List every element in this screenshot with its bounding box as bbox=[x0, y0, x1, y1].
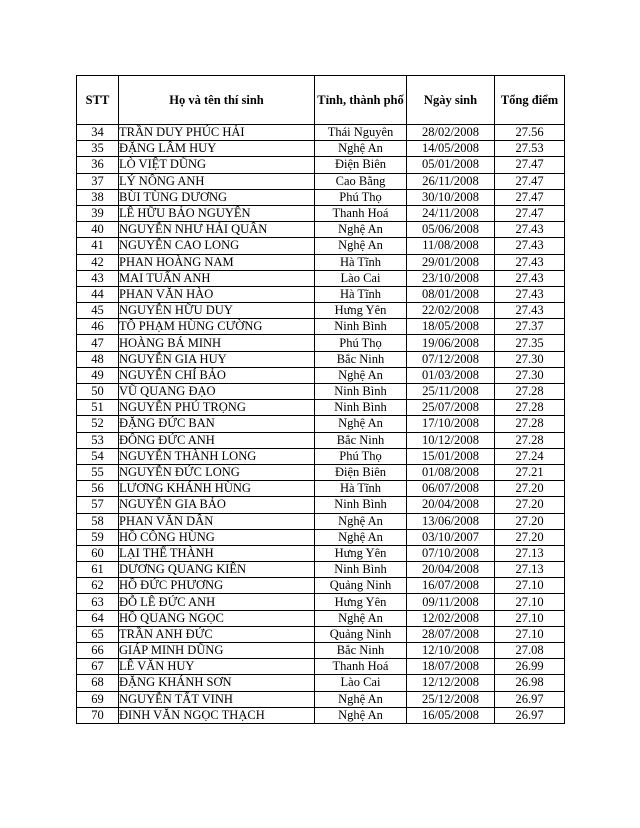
cell-province: Ninh Bình bbox=[315, 319, 407, 335]
table-row bbox=[77, 189, 565, 205]
cell-name: NGUYỄN GIA BẢO bbox=[119, 497, 315, 513]
cell-name: VŨ QUANG ĐẠO bbox=[119, 384, 315, 400]
cell-name: TÔ PHẠM HÙNG CƯỜNG bbox=[119, 319, 315, 335]
cell-stt: 48 bbox=[77, 351, 119, 367]
cell-score: 27.08 bbox=[495, 643, 565, 659]
table-row bbox=[77, 400, 565, 416]
cell-stt: 56 bbox=[77, 481, 119, 497]
cell-dob: 18/07/2008 bbox=[407, 659, 495, 675]
cell-dob: 07/10/2008 bbox=[407, 545, 495, 561]
cell-dob: 11/08/2008 bbox=[407, 238, 495, 254]
cell-name: NGUYỄN NHƯ HẢI QUÂN bbox=[119, 222, 315, 238]
cell-name: BÙI TÙNG DƯƠNG bbox=[119, 189, 315, 205]
cell-dob: 06/07/2008 bbox=[407, 481, 495, 497]
cell-stt: 45 bbox=[77, 303, 119, 319]
cell-dob: 01/08/2008 bbox=[407, 464, 495, 480]
cell-dob: 05/01/2008 bbox=[407, 157, 495, 173]
table-row bbox=[77, 675, 565, 691]
cell-dob: 22/02/2008 bbox=[407, 303, 495, 319]
cell-score: 27.47 bbox=[495, 189, 565, 205]
cell-stt: 66 bbox=[77, 643, 119, 659]
cell-score: 27.43 bbox=[495, 270, 565, 286]
cell-score: 27.28 bbox=[495, 416, 565, 432]
cell-dob: 26/11/2008 bbox=[407, 173, 495, 189]
cell-province: Nghệ An bbox=[315, 222, 407, 238]
cell-province: Nghệ An bbox=[315, 238, 407, 254]
cell-stt: 53 bbox=[77, 432, 119, 448]
cell-dob: 24/11/2008 bbox=[407, 205, 495, 221]
cell-score: 27.10 bbox=[495, 594, 565, 610]
cell-name: ĐẶNG KHÁNH SƠN bbox=[119, 675, 315, 691]
cell-score: 27.28 bbox=[495, 384, 565, 400]
cell-name: LÒ VIỆT DŨNG bbox=[119, 157, 315, 173]
header-dob: Ngày sinh bbox=[407, 76, 495, 125]
table-row bbox=[77, 529, 565, 545]
cell-stt: 62 bbox=[77, 578, 119, 594]
cell-province: Phú Thọ bbox=[315, 448, 407, 464]
cell-province: Quảng Ninh bbox=[315, 578, 407, 594]
cell-stt: 63 bbox=[77, 594, 119, 610]
cell-name: NGUYỄN HỮU DUY bbox=[119, 303, 315, 319]
cell-score: 27.10 bbox=[495, 578, 565, 594]
cell-score: 27.56 bbox=[495, 125, 565, 141]
cell-province: Nghệ An bbox=[315, 141, 407, 157]
cell-dob: 05/06/2008 bbox=[407, 222, 495, 238]
table-row bbox=[77, 319, 565, 335]
table-row bbox=[77, 513, 565, 529]
table-row bbox=[77, 205, 565, 221]
cell-province: Hà Tĩnh bbox=[315, 254, 407, 270]
table-row bbox=[77, 707, 565, 723]
cell-dob: 25/07/2008 bbox=[407, 400, 495, 416]
cell-score: 26.97 bbox=[495, 691, 565, 707]
cell-stt: 59 bbox=[77, 529, 119, 545]
table-row bbox=[77, 691, 565, 707]
cell-score: 27.24 bbox=[495, 448, 565, 464]
cell-province: Ninh Bình bbox=[315, 497, 407, 513]
cell-dob: 15/01/2008 bbox=[407, 448, 495, 464]
cell-stt: 38 bbox=[77, 189, 119, 205]
cell-name: PHAN VĂN DÂN bbox=[119, 513, 315, 529]
cell-score: 27.20 bbox=[495, 529, 565, 545]
cell-province: Bắc Ninh bbox=[315, 351, 407, 367]
cell-score: 27.10 bbox=[495, 610, 565, 626]
cell-stt: 64 bbox=[77, 610, 119, 626]
cell-score: 27.43 bbox=[495, 254, 565, 270]
cell-stt: 51 bbox=[77, 400, 119, 416]
header-stt: STT bbox=[77, 76, 119, 125]
cell-name: HỒ ĐỨC PHƯƠNG bbox=[119, 578, 315, 594]
table-row bbox=[77, 335, 565, 351]
header-score: Tổng điểm bbox=[495, 76, 565, 125]
cell-province: Lào Cai bbox=[315, 270, 407, 286]
cell-score: 27.21 bbox=[495, 464, 565, 480]
cell-dob: 18/05/2008 bbox=[407, 319, 495, 335]
header-name: Họ và tên thí sinh bbox=[119, 76, 315, 125]
cell-name: LÝ NÔNG ANH bbox=[119, 173, 315, 189]
cell-score: 27.37 bbox=[495, 319, 565, 335]
cell-stt: 55 bbox=[77, 464, 119, 480]
cell-name: ĐINH VĂN NGỌC THẠCH bbox=[119, 707, 315, 723]
table-row bbox=[77, 432, 565, 448]
cell-province: Quảng Ninh bbox=[315, 626, 407, 642]
cell-name: PHAN VĂN HÀO bbox=[119, 286, 315, 302]
cell-province: Lào Cai bbox=[315, 675, 407, 691]
cell-province: Phú Thọ bbox=[315, 189, 407, 205]
cell-stt: 36 bbox=[77, 157, 119, 173]
cell-stt: 60 bbox=[77, 545, 119, 561]
cell-dob: 12/12/2008 bbox=[407, 675, 495, 691]
cell-stt: 49 bbox=[77, 367, 119, 383]
cell-province: Thanh Hoá bbox=[315, 205, 407, 221]
cell-province: Điện Biên bbox=[315, 157, 407, 173]
cell-score: 27.28 bbox=[495, 400, 565, 416]
cell-province: Ninh Bình bbox=[315, 400, 407, 416]
table-row bbox=[77, 464, 565, 480]
cell-name: GIÁP MINH DŨNG bbox=[119, 643, 315, 659]
table-header bbox=[77, 76, 565, 125]
cell-province: Hà Tĩnh bbox=[315, 481, 407, 497]
cell-name: LÊ HỮU BẢO NGUYÊN bbox=[119, 205, 315, 221]
table-row bbox=[77, 238, 565, 254]
cell-name: ĐÔNG ĐỨC ANH bbox=[119, 432, 315, 448]
cell-stt: 34 bbox=[77, 125, 119, 141]
cell-dob: 20/04/2008 bbox=[407, 497, 495, 513]
cell-score: 27.30 bbox=[495, 367, 565, 383]
cell-score: 27.47 bbox=[495, 173, 565, 189]
cell-name: NGUYỄN PHÚ TRỌNG bbox=[119, 400, 315, 416]
cell-dob: 20/04/2008 bbox=[407, 562, 495, 578]
cell-stt: 37 bbox=[77, 173, 119, 189]
cell-name: ĐẶNG ĐỨC BAN bbox=[119, 416, 315, 432]
cell-score: 26.97 bbox=[495, 707, 565, 723]
cell-dob: 07/12/2008 bbox=[407, 351, 495, 367]
cell-name: TRẦN DUY PHÚC HẢI bbox=[119, 125, 315, 141]
table-row bbox=[77, 545, 565, 561]
cell-score: 27.13 bbox=[495, 545, 565, 561]
cell-score: 27.30 bbox=[495, 351, 565, 367]
cell-score: 27.43 bbox=[495, 286, 565, 302]
cell-score: 27.20 bbox=[495, 481, 565, 497]
cell-name: NGUYỄN CHÍ BẢO bbox=[119, 367, 315, 383]
table-row bbox=[77, 594, 565, 610]
cell-province: Ninh Bình bbox=[315, 562, 407, 578]
table-row bbox=[77, 157, 565, 173]
cell-dob: 28/02/2008 bbox=[407, 125, 495, 141]
cell-score: 27.47 bbox=[495, 205, 565, 221]
cell-stt: 40 bbox=[77, 222, 119, 238]
cell-province: Nghệ An bbox=[315, 707, 407, 723]
table-row bbox=[77, 384, 565, 400]
cell-stt: 67 bbox=[77, 659, 119, 675]
cell-score: 26.99 bbox=[495, 659, 565, 675]
header-row bbox=[77, 76, 565, 125]
table-row bbox=[77, 173, 565, 189]
cell-name: NGUYỄN GIA HUY bbox=[119, 351, 315, 367]
cell-score: 26.98 bbox=[495, 675, 565, 691]
table-row bbox=[77, 497, 565, 513]
table-row bbox=[77, 367, 565, 383]
cell-dob: 29/01/2008 bbox=[407, 254, 495, 270]
cell-name: LẠI THẾ THÀNH bbox=[119, 545, 315, 561]
cell-stt: 39 bbox=[77, 205, 119, 221]
results-table bbox=[76, 75, 565, 724]
cell-stt: 46 bbox=[77, 319, 119, 335]
table-row bbox=[77, 416, 565, 432]
table-row bbox=[77, 659, 565, 675]
table-row bbox=[77, 222, 565, 238]
cell-stt: 35 bbox=[77, 141, 119, 157]
cell-province: Nghệ An bbox=[315, 513, 407, 529]
cell-stt: 57 bbox=[77, 497, 119, 513]
cell-stt: 41 bbox=[77, 238, 119, 254]
cell-dob: 08/01/2008 bbox=[407, 286, 495, 302]
cell-score: 27.43 bbox=[495, 303, 565, 319]
cell-dob: 14/05/2008 bbox=[407, 141, 495, 157]
table-row bbox=[77, 448, 565, 464]
cell-score: 27.28 bbox=[495, 432, 565, 448]
cell-dob: 03/10/2007 bbox=[407, 529, 495, 545]
cell-province: Nghệ An bbox=[315, 691, 407, 707]
table-row bbox=[77, 125, 565, 141]
cell-province: Ninh Bình bbox=[315, 384, 407, 400]
cell-score: 27.47 bbox=[495, 157, 565, 173]
cell-name: ĐẶNG LÂM HUY bbox=[119, 141, 315, 157]
table-row bbox=[77, 626, 565, 642]
cell-province: Bắc Ninh bbox=[315, 643, 407, 659]
table-row bbox=[77, 351, 565, 367]
table-row bbox=[77, 254, 565, 270]
cell-dob: 01/03/2008 bbox=[407, 367, 495, 383]
cell-stt: 50 bbox=[77, 384, 119, 400]
cell-dob: 25/11/2008 bbox=[407, 384, 495, 400]
table-row bbox=[77, 578, 565, 594]
cell-score: 27.20 bbox=[495, 497, 565, 513]
cell-stt: 68 bbox=[77, 675, 119, 691]
cell-name: NGUYỄN CAO LONG bbox=[119, 238, 315, 254]
table-body bbox=[77, 125, 565, 724]
cell-province: Nghệ An bbox=[315, 416, 407, 432]
cell-province: Thái Nguyên bbox=[315, 125, 407, 141]
cell-score: 27.13 bbox=[495, 562, 565, 578]
cell-dob: 09/11/2008 bbox=[407, 594, 495, 610]
cell-score: 27.53 bbox=[495, 141, 565, 157]
cell-province: Nghệ An bbox=[315, 529, 407, 545]
cell-province: Điện Biên bbox=[315, 464, 407, 480]
cell-dob: 16/07/2008 bbox=[407, 578, 495, 594]
cell-name: ĐỖ LÊ ĐỨC ANH bbox=[119, 594, 315, 610]
cell-province: Nghệ An bbox=[315, 367, 407, 383]
table-row bbox=[77, 481, 565, 497]
table-row bbox=[77, 643, 565, 659]
cell-province: Hà Tĩnh bbox=[315, 286, 407, 302]
cell-name: NGUYỄN ĐỨC LONG bbox=[119, 464, 315, 480]
cell-name: TRẦN ANH ĐỨC bbox=[119, 626, 315, 642]
cell-name: HOÀNG BÁ MINH bbox=[119, 335, 315, 351]
cell-dob: 10/12/2008 bbox=[407, 432, 495, 448]
cell-dob: 23/10/2008 bbox=[407, 270, 495, 286]
cell-dob: 13/06/2008 bbox=[407, 513, 495, 529]
cell-province: Hưng Yên bbox=[315, 594, 407, 610]
cell-stt: 70 bbox=[77, 707, 119, 723]
table-row bbox=[77, 286, 565, 302]
cell-name: LÊ VĂN HUY bbox=[119, 659, 315, 675]
cell-dob: 17/10/2008 bbox=[407, 416, 495, 432]
cell-dob: 19/06/2008 bbox=[407, 335, 495, 351]
cell-name: LƯƠNG KHÁNH HÙNG bbox=[119, 481, 315, 497]
table-row bbox=[77, 303, 565, 319]
cell-score: 27.43 bbox=[495, 238, 565, 254]
header-province: Tỉnh, thành phố bbox=[315, 76, 407, 125]
cell-province: Hưng Yên bbox=[315, 303, 407, 319]
cell-province: Nghệ An bbox=[315, 610, 407, 626]
cell-dob: 16/05/2008 bbox=[407, 707, 495, 723]
cell-name: HỒ QUANG NGỌC bbox=[119, 610, 315, 626]
cell-province: Cao Bằng bbox=[315, 173, 407, 189]
cell-score: 27.43 bbox=[495, 222, 565, 238]
cell-name: NGUYỄN TẤT VINH bbox=[119, 691, 315, 707]
cell-stt: 61 bbox=[77, 562, 119, 578]
table-row bbox=[77, 562, 565, 578]
cell-dob: 30/10/2008 bbox=[407, 189, 495, 205]
cell-province: Thanh Hoá bbox=[315, 659, 407, 675]
cell-stt: 43 bbox=[77, 270, 119, 286]
cell-stt: 52 bbox=[77, 416, 119, 432]
cell-name: PHAN HOÀNG NAM bbox=[119, 254, 315, 270]
cell-dob: 12/02/2008 bbox=[407, 610, 495, 626]
cell-dob: 25/12/2008 bbox=[407, 691, 495, 707]
cell-score: 27.10 bbox=[495, 626, 565, 642]
cell-stt: 69 bbox=[77, 691, 119, 707]
cell-stt: 47 bbox=[77, 335, 119, 351]
table-row bbox=[77, 141, 565, 157]
cell-stt: 58 bbox=[77, 513, 119, 529]
cell-name: MAI TUẤN ANH bbox=[119, 270, 315, 286]
cell-stt: 42 bbox=[77, 254, 119, 270]
table-row bbox=[77, 610, 565, 626]
cell-dob: 28/07/2008 bbox=[407, 626, 495, 642]
cell-score: 27.35 bbox=[495, 335, 565, 351]
cell-score: 27.20 bbox=[495, 513, 565, 529]
table-row bbox=[77, 270, 565, 286]
cell-name: DƯƠNG QUANG KIÊN bbox=[119, 562, 315, 578]
cell-dob: 12/10/2008 bbox=[407, 643, 495, 659]
cell-name: NGUYỄN THÀNH LONG bbox=[119, 448, 315, 464]
cell-stt: 54 bbox=[77, 448, 119, 464]
cell-stt: 65 bbox=[77, 626, 119, 642]
cell-province: Phú Thọ bbox=[315, 335, 407, 351]
cell-name: HỒ CÔNG HÙNG bbox=[119, 529, 315, 545]
cell-province: Hưng Yên bbox=[315, 545, 407, 561]
cell-stt: 44 bbox=[77, 286, 119, 302]
cell-province: Bắc Ninh bbox=[315, 432, 407, 448]
